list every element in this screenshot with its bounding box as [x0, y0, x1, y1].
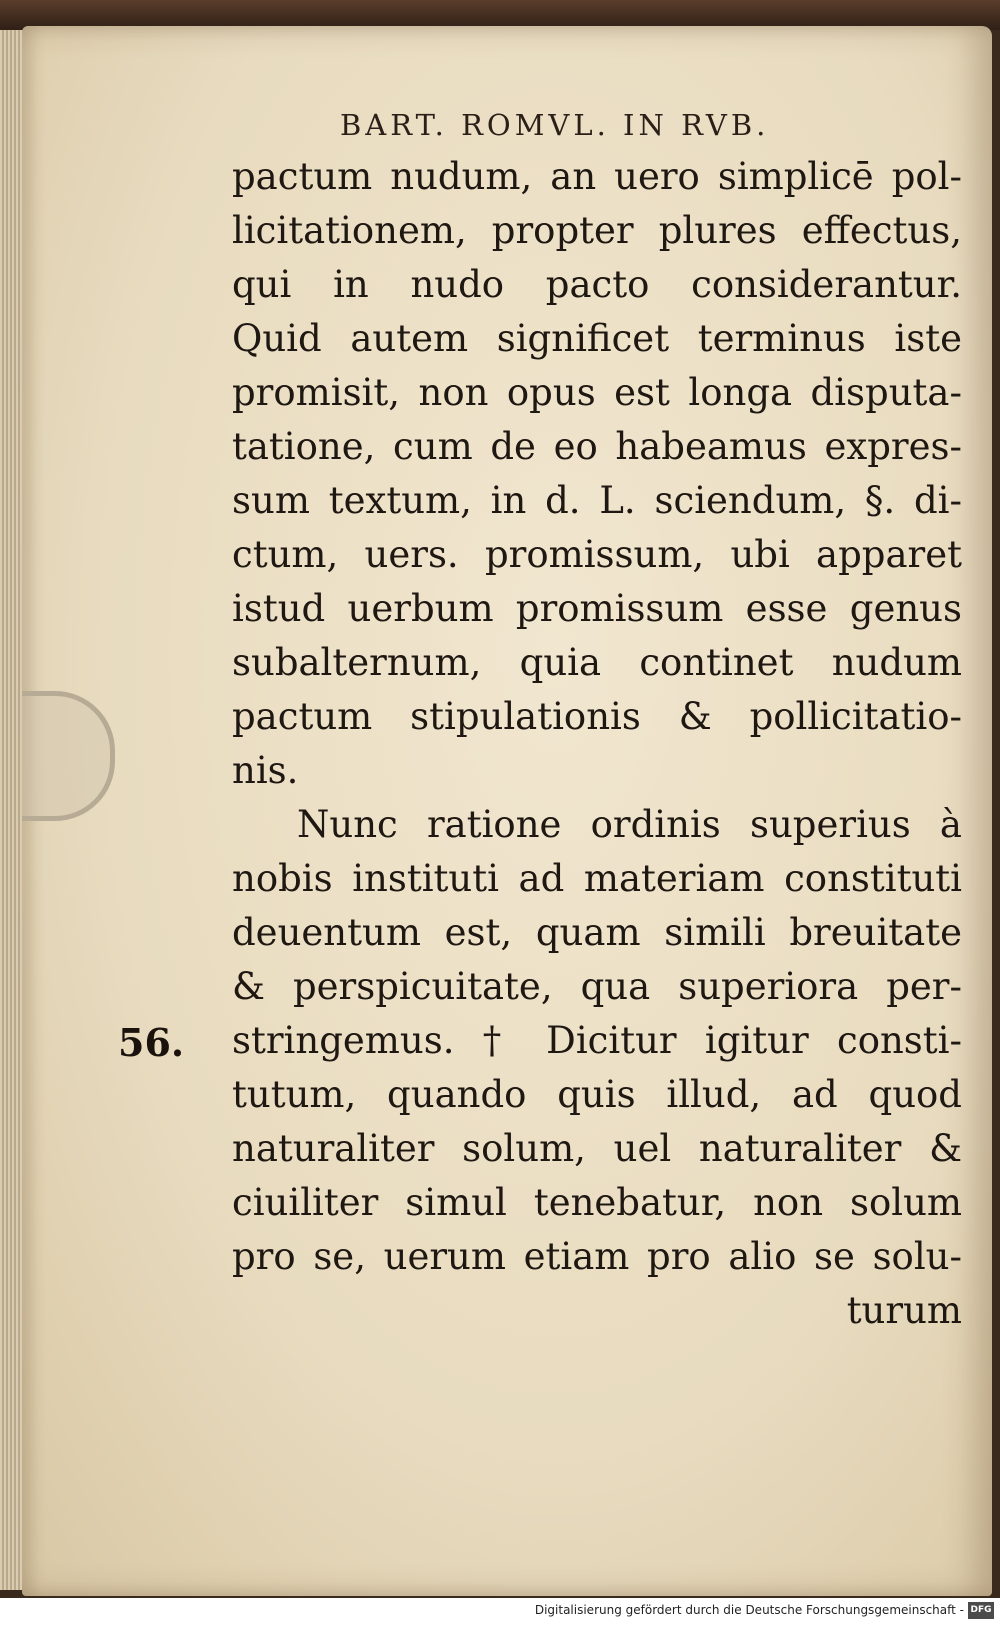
dfg-logo: DFG — [968, 1602, 994, 1619]
text-line: nis. — [232, 749, 299, 792]
text-line: promisit, non opus est longa disputa- — [232, 371, 962, 414]
text-line: ciuiliter simul tenebatur, non solum — [232, 1181, 962, 1224]
text-line: naturaliter solum, uel naturaliter & — [232, 1127, 962, 1170]
text-line: nobis instituti ad materiam constituti — [232, 857, 962, 900]
text-line: pro se, uerum etiam pro alio se solu- — [232, 1235, 962, 1278]
text-line: stringemus. † Dicitur igitur consti- — [232, 1019, 962, 1062]
text-line: subalternum, quia continet nudum — [232, 641, 962, 684]
page-clip — [22, 691, 115, 821]
marginal-number: 56. — [118, 1020, 185, 1065]
catchword: turum — [846, 1289, 962, 1332]
text-line: sum textum, in d. L. sciendum, §. di- — [232, 479, 962, 522]
text-line: & perspicuitate, qua superiora per- — [232, 965, 962, 1008]
text-line: pactum stipulationis & pollicitatio- — [232, 695, 962, 738]
text-line: licitationem, propter plures effectus, — [232, 209, 962, 252]
text-line: tatione, cum de eo habeamus expres- — [232, 425, 962, 468]
text-line: istud uerbum promissum esse genus — [232, 587, 962, 630]
text-line: tutum, quando quis illud, ad quod — [232, 1073, 962, 1116]
text-line: pactum nudum, an uero simplicē pol- — [232, 155, 962, 198]
body-text — [232, 150, 962, 1338]
text-line: Quid autem significet terminus iste — [232, 317, 962, 360]
footer-bar — [0, 1598, 1000, 1625]
running-head: BART. ROMVL. IN RVB. — [340, 108, 770, 142]
digitization-credit: Digitalisierung gefördert durch die Deutsche Forschungsgemeinschaft - — [534, 1603, 964, 1617]
text-line: qui in nudo pacto considerantur. — [232, 263, 962, 306]
text-line: deuentum est, quam simili breuitate — [232, 911, 962, 954]
text-line: Nunc ratione ordinis superius à — [297, 803, 962, 846]
text-line: ctum, uers. promissum, ubi apparet — [232, 533, 962, 576]
